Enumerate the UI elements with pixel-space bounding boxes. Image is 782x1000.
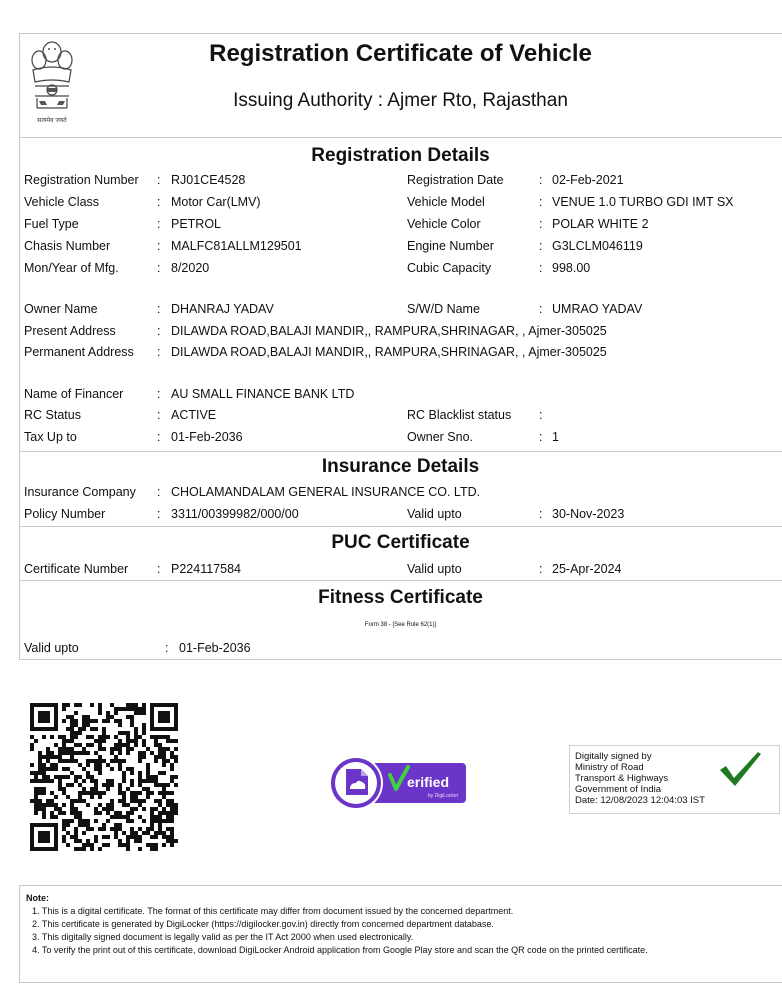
puc-valid: 25-Apr-2024	[552, 562, 622, 576]
field-label: Engine Number	[407, 239, 494, 253]
financer-value: AU SMALL FINANCE BANK LTD	[171, 387, 355, 401]
divider	[19, 137, 782, 138]
field-label: Registration Number	[24, 173, 139, 187]
colon: :	[539, 261, 543, 275]
colon: :	[539, 239, 543, 253]
blacklist-label: RC Blacklist status	[407, 408, 512, 422]
field-value: POLAR WHITE 2	[552, 217, 649, 231]
field-label: Vehicle Model	[407, 195, 485, 209]
puc-cert-label: Certificate Number	[24, 562, 129, 576]
signature-check-icon	[718, 750, 762, 788]
permanent-address: DILAWDA ROAD,BALAJI MANDIR,, RAMPURA,SHRINAGAR, , Ajmer-305025	[171, 345, 607, 359]
puc-cert-number: P224117584	[171, 562, 241, 576]
puc-valid-label: Valid upto	[407, 562, 462, 576]
colon: :	[539, 217, 543, 231]
note-title: Note:	[26, 893, 49, 903]
field-label: Chasis Number	[24, 239, 111, 253]
field-label: Cubic Capacity	[407, 261, 492, 275]
digital-signature-box	[569, 745, 780, 814]
financer-label: Name of Financer	[24, 387, 124, 401]
insurance-valid-label: Valid upto	[407, 507, 462, 521]
signature-line: Ministry of Road	[575, 762, 644, 773]
divider	[19, 580, 782, 581]
colon: :	[539, 302, 543, 316]
colon: :	[539, 408, 543, 422]
permanent-address-label: Permanent Address	[24, 345, 134, 359]
badge-text: erified	[407, 774, 450, 790]
colon: :	[157, 302, 161, 316]
policy-number: 3311/00399982/000/00	[171, 507, 299, 521]
fitness-valid: 01-Feb-2036	[179, 641, 251, 655]
swd-name: UMRAO YADAV	[552, 302, 643, 316]
colon: :	[157, 408, 161, 422]
field-label: Vehicle Color	[407, 217, 481, 231]
qr-finder	[30, 823, 58, 851]
colon: :	[157, 387, 161, 401]
field-label: Mon/Year of Mfg.	[24, 261, 119, 275]
colon: :	[157, 195, 161, 209]
document-title: Registration Certificate of Vehicle	[209, 40, 592, 67]
colon: :	[539, 507, 543, 521]
note-item: 3. This digitally signed document is legally valid as per the IT Act 2000 when used electronically.	[32, 932, 414, 942]
colon: :	[539, 430, 543, 444]
verified-badge	[328, 755, 468, 811]
field-value: VENUE 1.0 TURBO GDI IMT SX	[552, 195, 734, 209]
colon: :	[157, 217, 161, 231]
colon: :	[539, 195, 543, 209]
emblem-motto: सत्यमेव जयते	[37, 117, 67, 124]
swd-name-label: S/W/D Name	[407, 302, 480, 316]
insurance-company: CHOLAMANDALAM GENERAL INSURANCE CO. LTD.	[171, 485, 481, 499]
colon: :	[157, 173, 161, 187]
colon: :	[539, 173, 543, 187]
colon: :	[157, 562, 161, 576]
field-value: 02-Feb-2021	[552, 173, 624, 187]
field-label: Fuel Type	[24, 217, 79, 231]
field-value: Motor Car(LMV)	[171, 195, 261, 209]
field-value: MALFC81ALLM129501	[171, 239, 302, 253]
rc-status-value: ACTIVE	[171, 408, 217, 422]
issuing-authority: Issuing Authority : Ajmer Rto, Rajasthan	[233, 90, 568, 111]
signature-line: Transport & Highways	[575, 773, 669, 784]
owner-sno-label: Owner Sno.	[407, 430, 474, 444]
colon: :	[165, 641, 169, 655]
colon: :	[157, 507, 161, 521]
field-label: Registration Date	[407, 173, 504, 187]
owner-name: DHANRAJ YADAV	[171, 302, 274, 316]
signature-line: Government of India	[575, 784, 662, 795]
field-value: 998.00	[552, 261, 591, 275]
policy-label: Policy Number	[24, 507, 106, 521]
signature-date: Date: 12/08/2023 12:04:03 IST	[575, 795, 705, 806]
colon: :	[157, 485, 161, 499]
present-address-label: Present Address	[24, 324, 116, 338]
form-note: Form 38 - [See Rule 62(1)]	[364, 622, 437, 628]
field-value: RJ01CE4528	[171, 173, 246, 187]
divider	[19, 526, 782, 527]
owner-name-label: Owner Name	[24, 302, 98, 316]
qr-finder	[30, 703, 58, 731]
colon: :	[157, 430, 161, 444]
note-item: 1. This is a digital certificate. The format of this certificate may differ from document issued by the concerned department.	[32, 906, 514, 916]
colon: :	[539, 562, 543, 576]
note-item: 2. This certificate is generated by DigiLocker (https://digilocker.gov.in) directly from concerned department database.	[32, 919, 494, 929]
tax-label: Tax Up to	[24, 430, 77, 444]
insurance-section-title: Insurance Details	[321, 456, 480, 477]
insurance-company-label: Insurance Company	[24, 485, 136, 499]
colon: :	[157, 239, 161, 253]
divider	[19, 451, 782, 452]
owner-sno-value: 1	[552, 430, 559, 444]
puc-section-title: PUC Certificate	[331, 532, 470, 553]
colon: :	[157, 345, 161, 359]
badge-subtext: by DigiLocker	[428, 793, 459, 799]
signature-text	[575, 751, 725, 806]
field-value: PETROL	[171, 217, 222, 231]
qr-finder	[150, 703, 178, 731]
present-address: DILAWDA ROAD,BALAJI MANDIR,, RAMPURA,SHRINAGAR, , Ajmer-305025	[171, 324, 607, 338]
field-value: G3LCLM046119	[552, 239, 643, 253]
signature-line: Digitally signed by	[575, 751, 652, 762]
insurance-valid: 30-Nov-2023	[552, 507, 625, 521]
registration-section-title: Registration Details	[311, 145, 490, 166]
colon: :	[157, 261, 161, 275]
colon: :	[157, 324, 161, 338]
fitness-section-title: Fitness Certificate	[318, 587, 483, 608]
field-label: Vehicle Class	[24, 195, 100, 209]
tax-value: 01-Feb-2036	[171, 430, 243, 444]
note-box	[19, 885, 782, 983]
note-item: 4. To verify the print out of this certificate, download DigiLocker Android application from Google Play store and scan the QR code on the printed certificate.	[32, 945, 648, 955]
field-value: 8/2020	[171, 261, 210, 275]
rc-status-label: RC Status	[24, 408, 81, 422]
fitness-valid-label: Valid upto	[24, 641, 79, 655]
qr-code	[30, 703, 178, 851]
note-list	[26, 905, 776, 957]
